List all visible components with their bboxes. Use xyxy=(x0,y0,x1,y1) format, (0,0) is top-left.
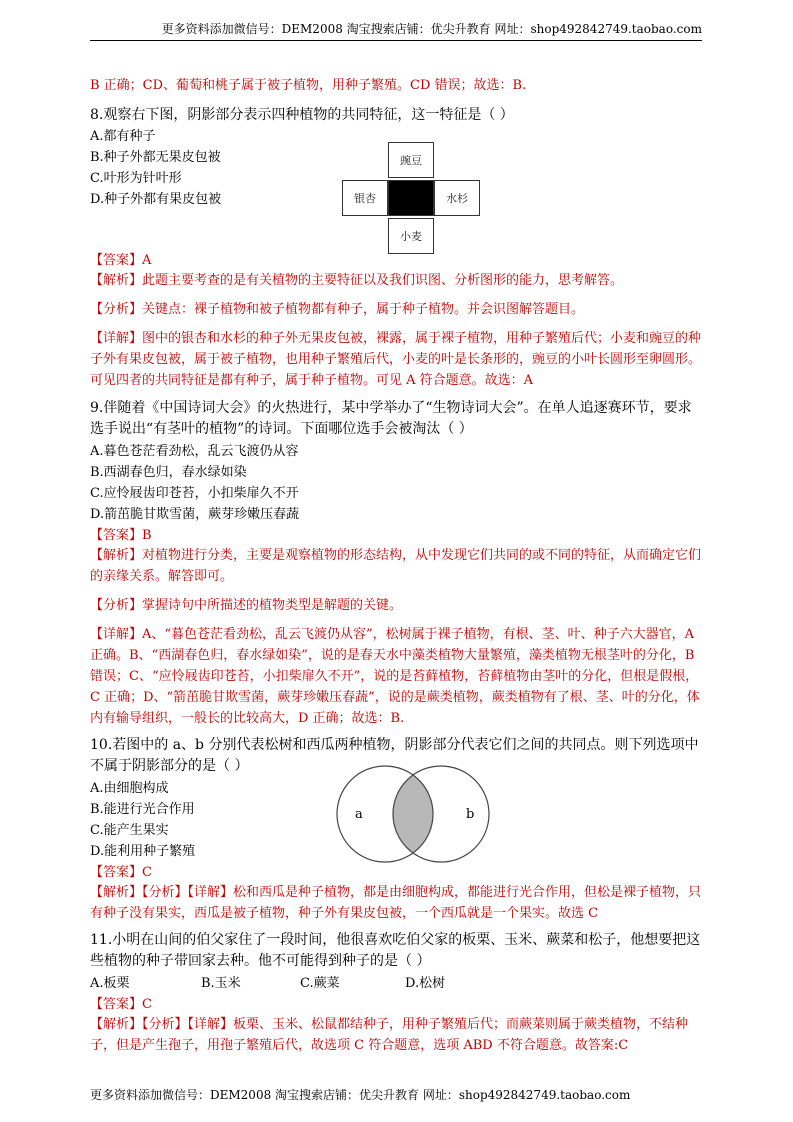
q8-option-b: B.种子外都无果皮包被 xyxy=(90,150,221,165)
q11-stem: 11.小明在山间的伯父家住了一段时间，他很喜欢吃伯父家的板栗、玉米、蕨菜和松子，他想要把这些植物的种子带回家去种。他不可能得到种子的是（ ） xyxy=(90,932,701,969)
venn-label-b: b xyxy=(466,807,475,822)
q10-option-c: C.能产生果实 xyxy=(90,823,169,838)
q10-detail: 【解析】【分析】【详解】松和西瓜是种子植物，都是由细胞构成，都能进行光合作用，但松是裸子植物，只有种子没有果实，西瓜是被子植物，种子外有果皮包被，一个西瓜就是一个果实。故选 C xyxy=(90,885,702,921)
q11-option-a: A.板栗 xyxy=(90,976,130,991)
q9-analysis: 【解析】对植物进行分类，主要是观察植物的形态结构，从中发现它们共同的或不同的特征，从而确定它们的亲缘关系。解答即可。 xyxy=(90,548,702,584)
page-header: 更多资料添加微信号：DEM2008 淘宝搜索店铺：优尖升教育 网址：shop492842749.taobao.com xyxy=(90,18,702,41)
q10-option-d: D.能利用种子繁殖 xyxy=(90,844,196,859)
q8-answer: 【答案】A xyxy=(90,253,152,268)
q11-answer: 【答案】C xyxy=(90,997,152,1012)
q9-option-b: B.西湖春色归，春水绿如染 xyxy=(90,465,247,480)
q9-option-a: A.暮色苍茫看劲松，乱云飞渡仍从容 xyxy=(90,444,299,459)
q8-detail: 【详解】图中的银杏和水杉的种子外无果皮包被，裸露，属于裸子植物，用种子繁殖后代；小麦和豌豆的种子外有果皮包被，属于被子植物，也用种子繁殖后代，小麦的叶是长条形的，豌豆的小叶长圆形至卵圆形。可见四者的共同特征是都有种子，属于种子植物。可见 A 符合题意。故选：A xyxy=(90,331,702,388)
figure-cell-left: 银杏 xyxy=(342,180,388,216)
q9-option-d: D.箭茁脆甘欺雪菌，蕨芽珍嫩压春蔬 xyxy=(90,507,300,522)
q9-key-point: 【分析】掌握诗句中所描述的植物类型是解题的关键。 xyxy=(90,598,403,613)
page-footer: 更多资料添加微信号：DEM2008 淘宝搜索店铺：优尖升教育 网址：shop492842749.taobao.com xyxy=(90,1088,631,1102)
q9-detail: 【详解】A、“暮色苍茫看劲松，乱云飞渡仍从容”，松树属于裸子植物，有根、茎、叶、种子六大器官，A 正确。B、“西湖春色归，春水绿如染”，说的是春天水中藻类植物大量繁殖，藻类植物无根茎叶的分化，B 错误；C、“应怜屐齿印苍苔，小扣柴扉久不开”，说的是苔藓植物，苔藓植物由茎叶的分化，但根是假根，C 正确；D、“箭茁脆甘欺雪菌，蕨芽珍嫩压春蔬”，说的是蕨类植物，蕨类植物有了根、茎、叶的分化，体内有输导组织，一般长的比较高大，D 正确；故选：B. xyxy=(90,627,700,726)
q11-option-d: D.松树 xyxy=(405,976,446,991)
previous-answer-tail: B 正确；CD、葡萄和桃子属于被子植物，用种子繁殖。CD 错误；故选：B. xyxy=(90,78,527,93)
figure-cell-bottom: 小麦 xyxy=(388,218,434,254)
q10-option-a: A.由细胞构成 xyxy=(90,781,169,796)
q10-option-b: B.能进行光合作用 xyxy=(90,802,195,817)
q11-option-b: B.玉米 xyxy=(201,976,241,991)
figure-cell-top: 豌豆 xyxy=(388,142,434,178)
q11-detail: 【解析】【分析】【详解】板栗、玉米、松鼠都结种子，用种子繁殖后代；而蕨菜则属于蕨类植物，不结种子，但是产生孢子，用孢子繁殖后代，故选项 C 符合题意，选项 ABD 不符合题意。故答案:C xyxy=(90,1017,689,1053)
venn-label-a: a xyxy=(355,807,363,822)
q8-option-d: D.种子外都有果皮包被 xyxy=(90,192,222,207)
q9-stem: 9.伴随着《中国诗词大会》的火热进行，某中学举办了“生物诗词大会”。在单人追逐赛环节，要求选手说出“有茎叶的植物”的诗词。下面哪位选手会被淘汰（ ） xyxy=(90,400,692,437)
q11-option-c: C.蕨菜 xyxy=(300,976,340,991)
q8-stem: 8.观察右下图，阴影部分表示四种植物的共同特征，这一特征是（ ） xyxy=(90,107,514,123)
figure-shaded-center xyxy=(388,180,434,216)
q8-option-c: C.叶形为针叶形 xyxy=(90,171,182,186)
q8-cross-figure xyxy=(342,142,482,254)
q8-analysis: 【解析】此题主要考查的是有关植物的主要特征以及我们识图、分析图形的能力，思考解答。 xyxy=(90,273,624,288)
figure-cell-right: 水杉 xyxy=(434,180,480,216)
q8-key-point: 【分析】关键点：裸子植物和被子植物都有种子，属于种子植物。并会识图解答题目。 xyxy=(90,302,585,317)
q8-option-a: A.都有种子 xyxy=(90,129,156,144)
q10-stem: 10.若图中的 a、b 分别代表松树和西瓜两种植物，阴影部分代表它们之间的共同点。则下列选项中不属于阴影部分的是（ ） xyxy=(90,737,699,774)
q9-option-c: C.应怜屐齿印苍苔，小扣柴扉久不开 xyxy=(90,486,299,501)
q9-answer: 【答案】B xyxy=(90,528,152,543)
q10-venn-diagram xyxy=(323,764,503,874)
q10-answer: 【答案】C xyxy=(90,865,152,880)
